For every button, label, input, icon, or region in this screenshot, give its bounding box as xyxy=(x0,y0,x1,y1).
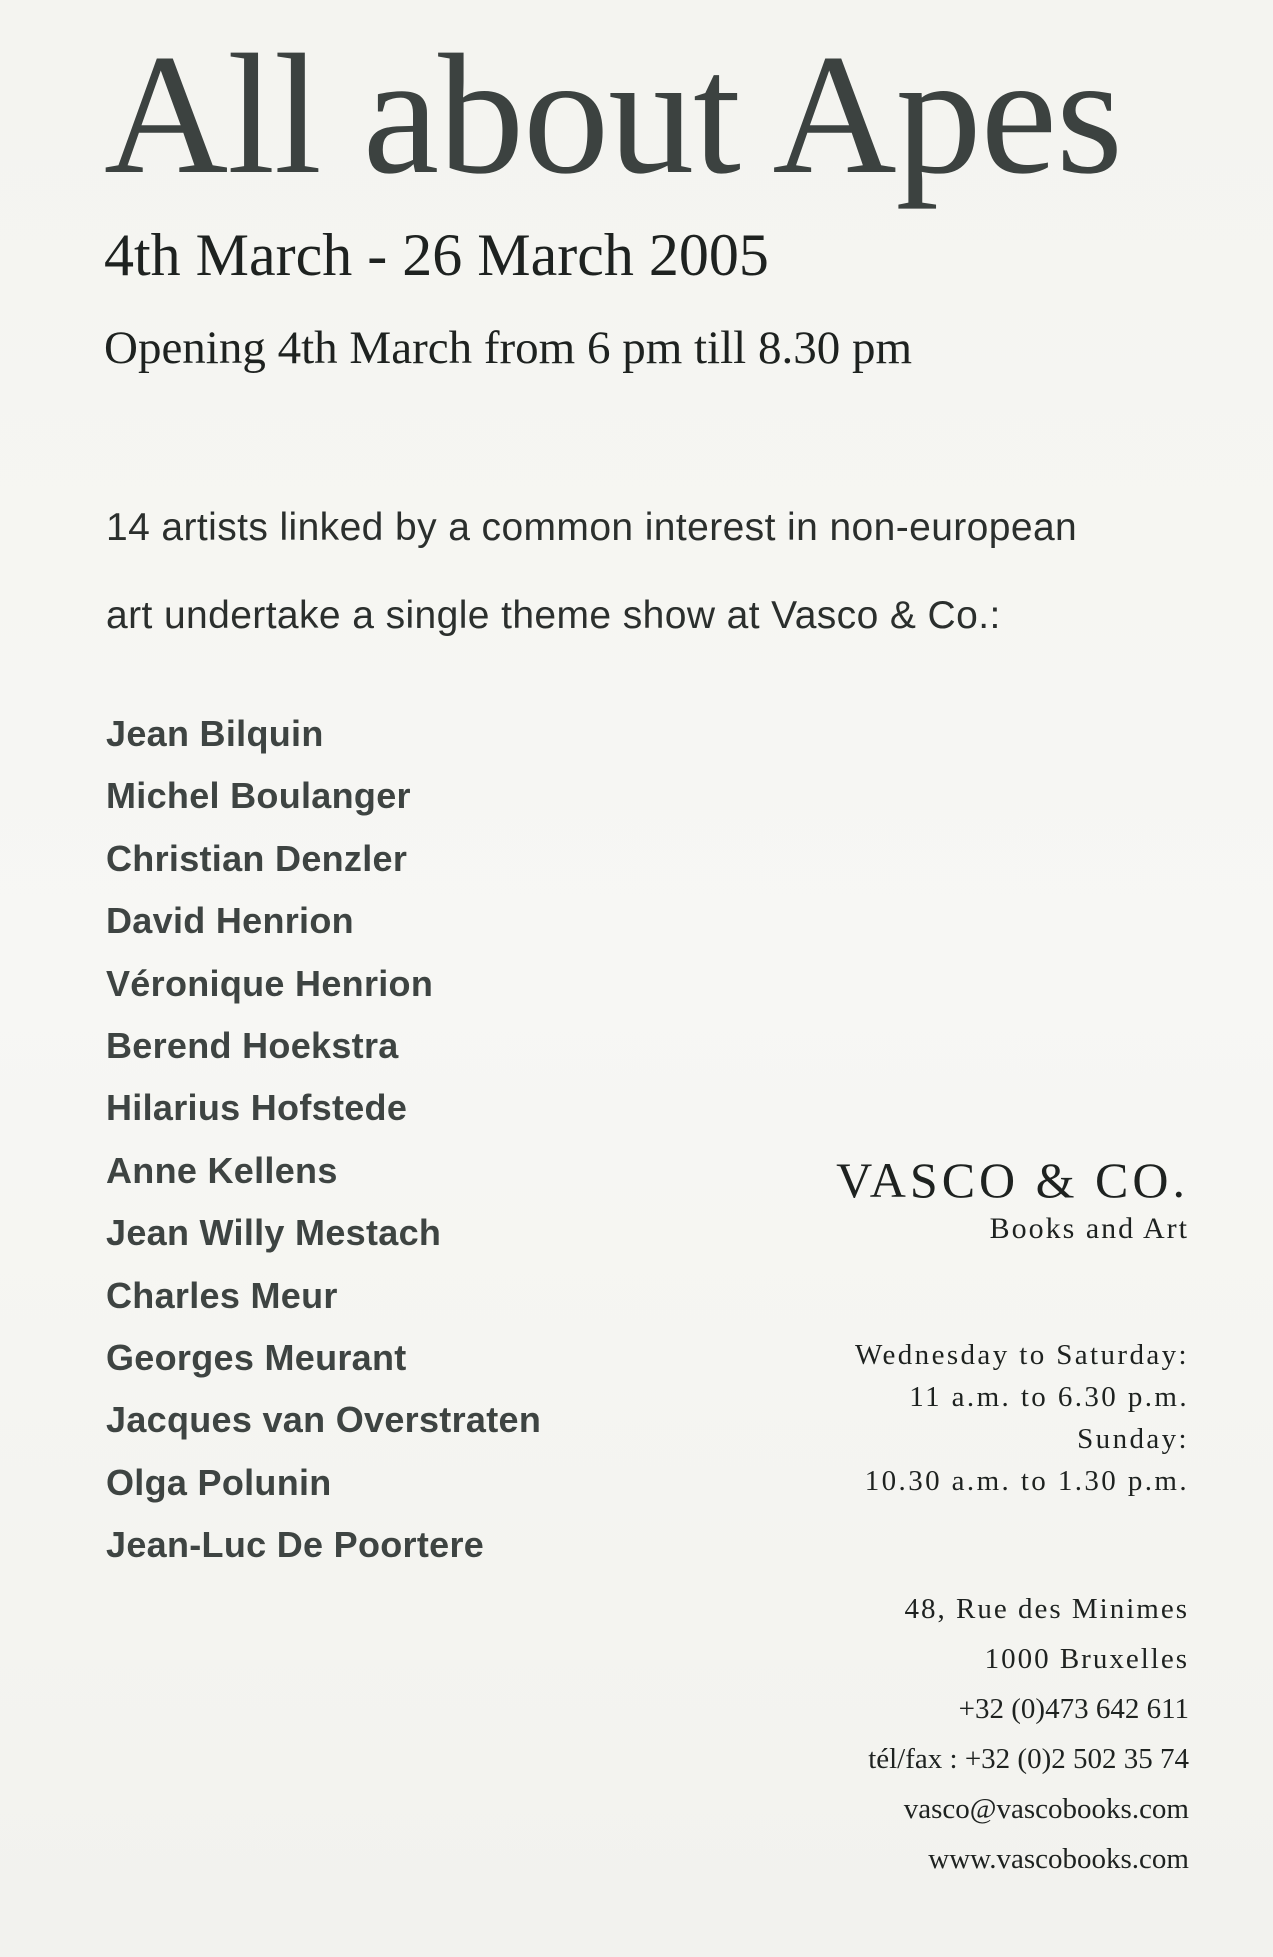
artist-name: Michel Boulanger xyxy=(106,775,411,817)
artist-name: Anne Kellens xyxy=(106,1149,338,1191)
address-street: 48, Rue des Minimes xyxy=(904,1593,1189,1625)
gallery-name: VASCO & CO. xyxy=(836,1152,1189,1208)
artist-name: David Henrion xyxy=(106,900,354,942)
opening-hours xyxy=(855,1334,1189,1502)
artist-name: Véronique Henrion xyxy=(106,962,434,1004)
intro-line: art undertake a single theme show at Vasco & Co.: xyxy=(106,594,1001,637)
website-url: www.vascobooks.com xyxy=(928,1843,1189,1875)
artist-name: Charles Meur xyxy=(106,1274,338,1316)
intro-line: 14 artists linked by a common interest in non-european xyxy=(106,506,1078,549)
opening-time: Opening 4th March from 6 pm till 8.30 pm xyxy=(104,322,913,374)
email-address: vasco@vascobooks.com xyxy=(903,1793,1189,1825)
artist-name: Jean-Luc De Poortere xyxy=(106,1524,485,1566)
artist-name: Jacques van Overstraten xyxy=(106,1399,542,1441)
address-city: 1000 Bruxelles xyxy=(984,1643,1189,1675)
artist-name: Hilarius Hofstede xyxy=(106,1087,408,1129)
artist-name: Berend Hoekstra xyxy=(106,1024,399,1066)
hours-line: Sunday: xyxy=(1077,1423,1189,1455)
artist-name: Georges Meurant xyxy=(106,1336,407,1378)
artist-list xyxy=(106,706,541,1579)
intro-text xyxy=(106,500,1206,676)
hours-line: Wednesday to Saturday: xyxy=(855,1339,1189,1371)
contact-block xyxy=(868,1584,1189,1884)
exhibition-dates: 4th March - 26 March 2005 xyxy=(104,222,769,288)
artist-name: Jean Willy Mestach xyxy=(106,1212,442,1254)
hours-line: 11 a.m. to 6.30 p.m. xyxy=(909,1381,1189,1413)
artist-name: Christian Denzler xyxy=(106,837,408,879)
phone-number: +32 (0)473 642 611 xyxy=(958,1693,1189,1725)
tel-fax-number: tél/fax : +32 (0)2 502 35 74 xyxy=(868,1743,1189,1775)
exhibition-title: All about Apes xyxy=(104,20,1122,210)
hours-line: 10.30 a.m. to 1.30 p.m. xyxy=(864,1465,1189,1497)
gallery-subtitle: Books and Art xyxy=(989,1212,1189,1245)
artist-name: Olga Polunin xyxy=(106,1461,332,1503)
gallery-block xyxy=(836,1150,1189,1248)
artist-name: Jean Bilquin xyxy=(106,713,324,754)
